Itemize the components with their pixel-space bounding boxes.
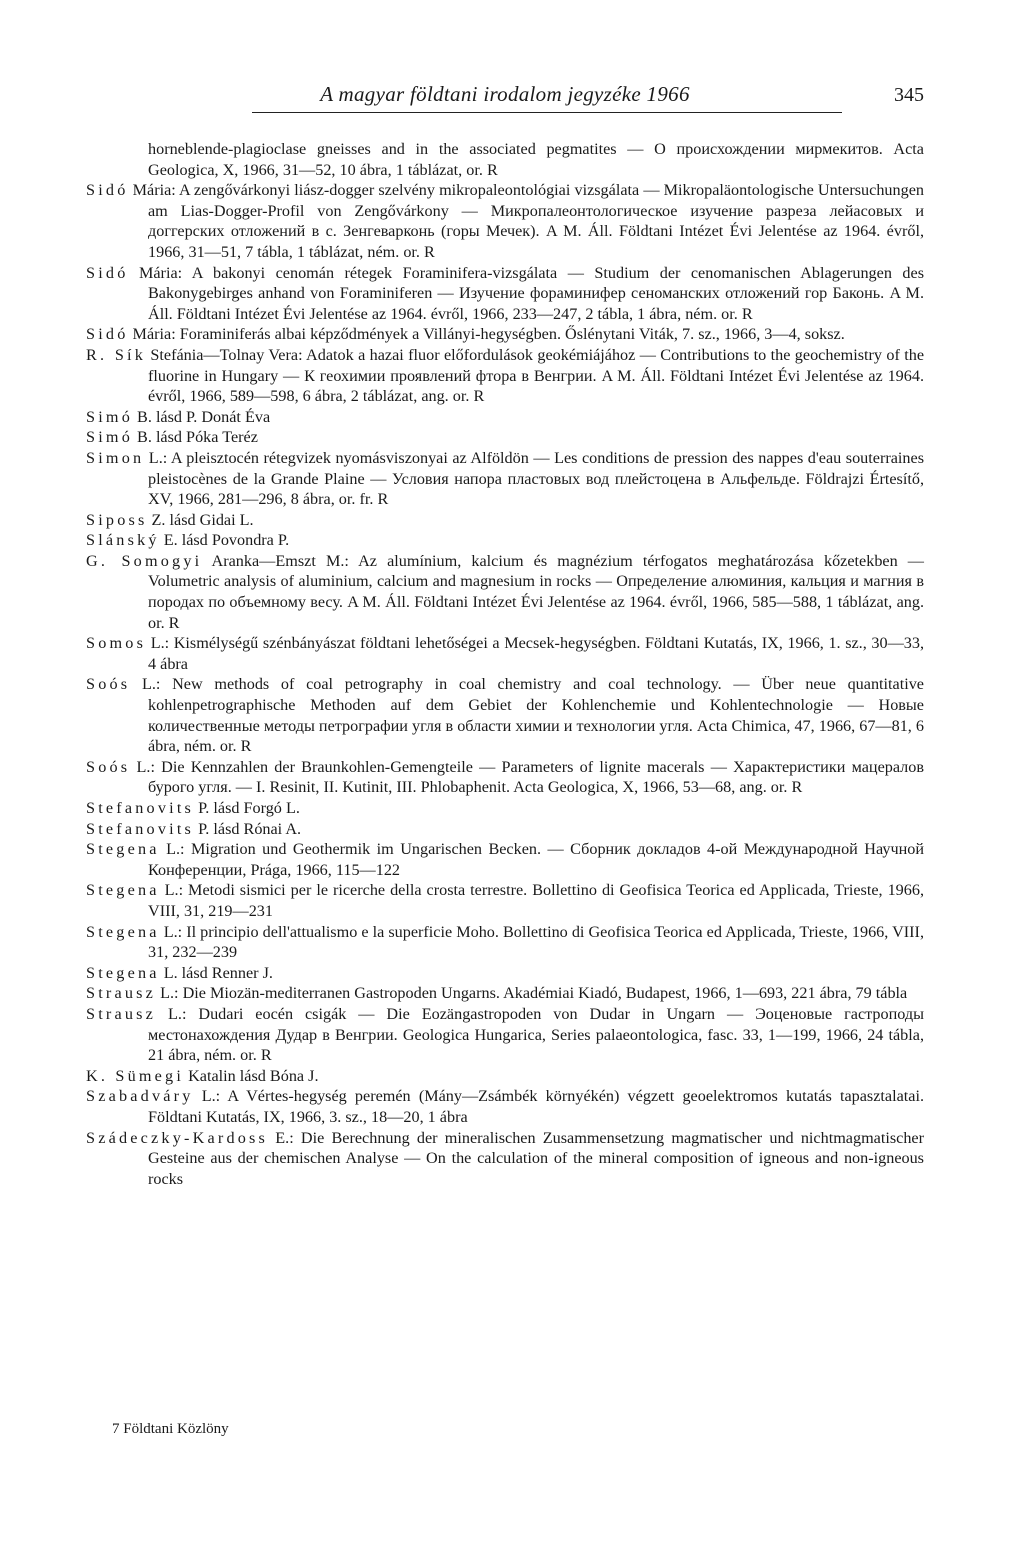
bibliography-entry bbox=[86, 448, 924, 510]
signature-mark: 7 Földtani Közlöny bbox=[112, 1421, 229, 1437]
entry-text: Katalin lásd Bóna J. bbox=[184, 1066, 319, 1085]
entry-author: Soós bbox=[86, 675, 131, 694]
entry-text: Mária: Foraminiferás albai képződmények a Villányi-hegységben. Őslénytani Viták, 7. sz., 1966, 3—4, soksz. bbox=[128, 325, 845, 344]
bibliography-entry bbox=[86, 510, 924, 531]
header-rule bbox=[252, 112, 842, 113]
bibliography-entry bbox=[86, 880, 924, 921]
bibliography-entry bbox=[86, 180, 924, 262]
entry-text: L.: Metodi sismici per le ricerche della crosta terrestre. Bollettino di Geofisica Teorica ed Applicada, Trieste, 1966, VIII, 31, 219—231 bbox=[148, 881, 924, 920]
entry-text: Stefánia—Tolnay Vera: Adatok a hazai fluor előfordulások geokémiájához — Contributions to the geochemistry of the fluorine in Hungary — К геохимии проявлений фтора в Венгрии. A M. Áll. Földtani Intézet Évi Jelentése az 1964. évről, 1966, 589—598, 6 ábra, 2 táblázat, ang. or. R bbox=[146, 345, 925, 406]
running-title: A magyar földtani irodalom jegyzéke 1966 bbox=[320, 82, 690, 106]
entry-text: L. lásd Renner J. bbox=[159, 963, 273, 982]
entry-author: Stegena bbox=[86, 840, 160, 859]
bibliography-entry bbox=[86, 674, 924, 756]
entry-text: L.: Migration und Geothermik im Ungarischen Becken. — Сборник докладов 4-ой Международной Научной Конференции, Prága, 1966, 115—122 bbox=[148, 840, 924, 879]
bibliography-entry bbox=[86, 819, 924, 840]
entry-text: Mária: A bakonyi cenomán rétegek Foraminifera-vizsgálata — Studium der cenomanischen Ablagerungen des Bakonygebirges anhand von Foraminiferen — Изучение фораминифер сеноманских отложений гор Баконь. A M. Áll. Földtani Intézet Évi Jelentése az 1964. évről, 1966, 233—247, 2 tábla, 1 ábra, ném. or. R bbox=[128, 263, 924, 323]
entry-author: Soós bbox=[86, 757, 131, 776]
bibliography-entry bbox=[86, 1066, 924, 1087]
entry-text: L.: Die Kennzahlen der Braunkohlen-Gemengteile — Parameters of lignite macerals — Характеристики мацералов бурого угля. — I. Resinit, II. Kutinit, III. Phlobaphenit. Acta Geologica, X, 1966, 53—68, ang. or. R bbox=[130, 757, 924, 797]
entry-author: Strausz bbox=[86, 1004, 157, 1023]
entry-text: L.: New methods of coal petrography in coal chemistry and coal technology. — Über neue quantitative kohlenpetrographische Methoden auf dem Gebiet der Kohlenchemie und Kohlentechnologie — Новые количественные методы петрографии угля в области химии и технологии угля. Acta Chimica, 47, 1966, 67—81, 6 ábra, ném. or. R bbox=[130, 675, 924, 756]
bibliography-entry bbox=[86, 407, 924, 428]
bibliography-entry bbox=[86, 798, 924, 819]
entry-text: Mária: A zengővárkonyi liász-dogger szelvény mikropaleontológiai vizsgálata — Mikropaläontologische Untersuchungen am Lias-Dogger-Profil von Zengővárkony — Микропалеонтологическое изучение разреза лейасовых и доггерских отложений в с. Зенгеварконь (горы Мечек). A M. Áll. Földtani Intézet Évi Jelentése az 1964. évről, 1966, 31—51, 7 tábla, 1 táblázat, ném. or. R bbox=[128, 181, 924, 261]
bibliography-entry bbox=[86, 963, 924, 984]
bibliography-entry bbox=[86, 1128, 924, 1190]
entry-author: K. Sümegi bbox=[86, 1066, 185, 1085]
entry-text: E. lásd Povondra P. bbox=[159, 531, 290, 550]
page-number: 345 bbox=[894, 84, 924, 106]
bibliography-entry bbox=[86, 551, 924, 633]
entry-text: L.: Kismélységű szénbányászat földtani lehetőségei a Mecsek-hegységben. Földtani Kutatás, IX, 1966, 1. sz., 30—33, 4 ábra bbox=[146, 634, 924, 673]
entry-text: Z. lásd Gidai L. bbox=[147, 510, 254, 529]
bibliography-list bbox=[86, 139, 924, 1189]
bibliography-entry bbox=[86, 839, 924, 880]
entry-author: Szádeczky-Kardoss bbox=[86, 1128, 269, 1147]
bibliography-entry bbox=[86, 922, 924, 963]
entry-text: L.: Die Miozän-mediterranen Gastropoden Ungarns. Akadémiai Kiadó, Budapest, 1966, 1—693, 221 ábra, 79 tábla bbox=[156, 984, 908, 1003]
entry-author: Sidó bbox=[86, 181, 129, 200]
entry-author: G. Somogyi bbox=[86, 551, 203, 570]
bibliography-entry bbox=[86, 1004, 924, 1066]
entry-author: R. Sík bbox=[86, 345, 147, 364]
entry-text: L.: A pleisztocén rétegvizek nyomásviszonyai az Alföldön — Les conditions de pression des nappes d'eau souterraines pleistocènes de la Grande Plaine — Условия напора пластовых вод плейстоцена в Альфельде. Földrajzi Értesítő, XV, 1966, 281—296, 8 ábra, or. fr. R bbox=[144, 448, 924, 509]
entry-text: horneblende-plagioclase gneisses and in the associated pegmatites — О происхождении мирмекитов. Acta Geologica, X, 1966, 31—52, 10 ábra, 1 táblázat, or. R bbox=[148, 140, 924, 179]
bibliography-entry bbox=[86, 345, 924, 407]
entry-text: E.: Die Berechnung der mineralischen Zusammensetzung magmatischer und nichtmagmatischer Gesteine aus der chemischen Analyse — On the calculation of the mineral composition of igneous and non-igneous rocks bbox=[148, 1128, 924, 1188]
bibliography-entry bbox=[86, 983, 924, 1004]
entry-text: Aranka—Emszt M.: Az alumínium, kalcium és magnézium térfogatos meghatározása kőzetekben — Volumetric analysis of aluminium, calcium and magnesium in rocks — Определение алюминия, кальция и магния в породах по объемному весу. A M. Áll. Földtani Intézet Évi Jelentése az 1964. évről, 1966, 585—588, 1 táblázat, ang. or. R bbox=[148, 551, 924, 632]
entry-text: L.: A Vértes-hegység peremén (Mány—Zsámbék környékén) végzett geoelektromos kutatás tapasztalatai. Földtani Kutatás, IX, 1966, 3. sz., 18—20, 1 ábra bbox=[148, 1087, 924, 1126]
entry-author: Szabadváry bbox=[86, 1087, 194, 1106]
entry-author: Simon bbox=[86, 448, 145, 467]
entry-author: Stegena bbox=[86, 922, 160, 941]
bibliography-entry bbox=[86, 263, 924, 325]
bibliography-entry bbox=[86, 633, 924, 674]
entry-author: Strausz bbox=[86, 984, 157, 1003]
bibliography-entry bbox=[86, 757, 924, 798]
entry-author: Stegena bbox=[86, 881, 160, 900]
bibliography-entry bbox=[86, 324, 924, 345]
entry-author: Simó bbox=[86, 428, 133, 447]
bibliography-entry bbox=[86, 427, 924, 448]
entry-author: Stefanovits bbox=[86, 799, 195, 817]
bibliography-entry bbox=[86, 530, 924, 551]
entry-author: Siposs bbox=[86, 510, 148, 529]
page-header bbox=[86, 72, 924, 116]
entry-text: P. lásd Rónai A. bbox=[194, 819, 302, 838]
entry-text: B. lásd Póka Teréz bbox=[133, 428, 258, 447]
entry-text: L.: Dudari eocén csigák — Die Eozängastropoden von Dudar in Ungarn — Эоценовые гастроподы местонахождения Дудар в Венгрии. Geologica Hungarica, Series palaeontologica, fasc. 33, 1—199, 1966, 24 tábla, 21 ábra, ném. or. R bbox=[148, 1004, 924, 1065]
entry-author: Stefanovits bbox=[86, 819, 195, 838]
entry-text: B. lásd P. Donát Éva bbox=[133, 407, 271, 426]
bibliography-entry bbox=[86, 1086, 924, 1127]
entry-text: P. lásd Forgó L. bbox=[194, 799, 300, 817]
entry-author: Stegena bbox=[86, 963, 160, 982]
entry-author: Sidó bbox=[86, 325, 129, 344]
entry-author: Somos bbox=[86, 634, 147, 653]
bibliography-entry bbox=[86, 139, 924, 180]
entry-author: Slánský bbox=[86, 531, 160, 550]
entry-text: L.: Il principio dell'attualismo e la superficie Moho. Bollettino di Geofisica Teorica ed Applicada, Trieste, 1966, VIII, 31, 232—239 bbox=[148, 922, 924, 962]
entry-author: Simó bbox=[86, 407, 133, 426]
entry-author: Sidó bbox=[86, 263, 129, 282]
